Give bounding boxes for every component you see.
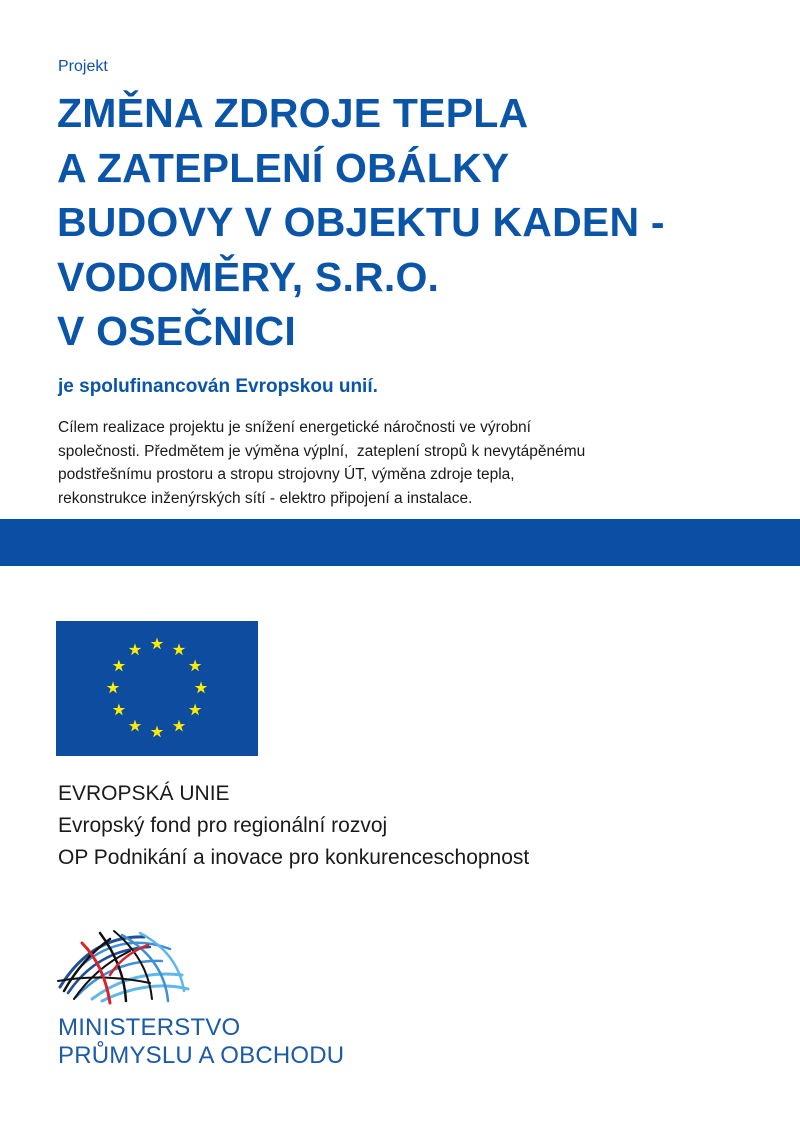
description-line: Cílem realizace projektu je snížení energetické náročnosti ve výrobní	[58, 419, 531, 436]
eu-star-icon	[113, 659, 126, 671]
project-title	[57, 86, 787, 359]
ministry-name-line1: MINISTERSTVO	[58, 1014, 241, 1041]
project-title-line: BUDOVY V OBJEKTU KADEN -	[57, 199, 665, 245]
operational-programme-name: OP Podnikání a inovace pro konkurenceschopnost	[58, 846, 530, 869]
description-line: společnosti. Předmětem je výměna výplní, zateplení stropů k nevytápěnému	[58, 442, 586, 460]
eu-star-icon	[195, 681, 208, 693]
eu-star-icon	[189, 703, 202, 715]
eu-star-icon	[129, 643, 142, 655]
eu-funding-info	[58, 778, 529, 874]
ministry-name	[58, 1014, 344, 1070]
eu-star-icon	[173, 720, 186, 732]
description-line: podstřešnímu prostoru a stropu strojovny ÚT, výměna zdroje tepla,	[58, 466, 515, 483]
eu-star-icon	[189, 659, 202, 671]
blue-divider-band	[0, 519, 800, 566]
cofinancing-statement: je spolufinancován Evropskou unií.	[58, 376, 378, 397]
project-title-line: ZMĚNA ZDROJE TEPLA	[57, 90, 529, 136]
ministry-name-line2: PRŮMYSLU A OBCHODU	[58, 1042, 345, 1069]
eu-star-icon	[113, 703, 126, 715]
project-description	[58, 416, 698, 510]
eu-name: EVROPSKÁ UNIE	[58, 782, 230, 805]
project-title-line: VODOMĚRY, S.R.O.	[57, 253, 440, 300]
project-title-line: A ZATEPLENÍ OBÁLKY	[57, 144, 510, 191]
eu-flag-icon	[56, 621, 258, 756]
eu-star-icon	[129, 720, 142, 732]
eu-star-icon	[151, 637, 164, 649]
eu-star-icon	[107, 681, 120, 693]
description-line: rekonstrukce inženýrských sítí - elektro připojení a instalace.	[58, 489, 473, 507]
eu-star-icon	[151, 725, 164, 737]
ministry-globe-logo-icon	[52, 925, 192, 1005]
eu-star-icon	[173, 643, 186, 655]
project-label: Projekt	[58, 58, 108, 75]
eu-fund-name: Evropský fond pro regionální rozvoj	[58, 814, 388, 837]
eu-flag-stars	[56, 621, 258, 756]
project-title-line: V OSEČNICI	[57, 308, 296, 354]
